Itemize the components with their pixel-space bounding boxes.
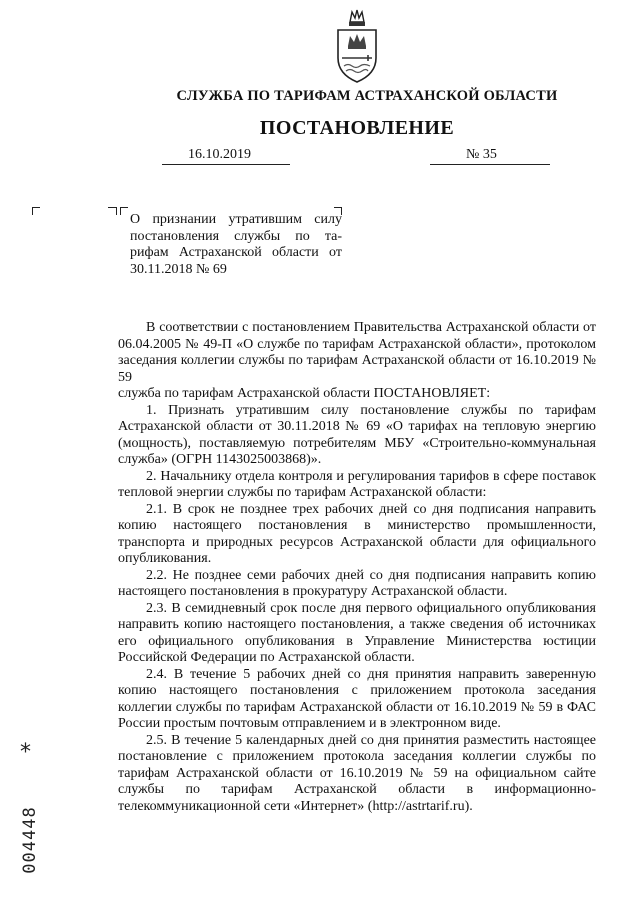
clause-2-2: 2.2. Не позднее семи рабочих дней со дня подписания направить копию настоящего постановления в прокуратуру Астраханской области. [118, 567, 596, 599]
clause-2-5: 2.5. В течение 5 календарных дней со дня принятия разместить настоящее постановление с приложением протокола заседания коллегии службы по тарифам Астраханской области от 16.10.2019 № 59 на официальном сайте службы по тарифам Астраханской области в информационно-телекоммуникационной сети «Интернет» (http://astrtarif.ru). [118, 732, 596, 814]
clause-2-3: 2.3. В семидневный срок после дня первого официального опубликования направить копию настоящего постановления, а также сведения об источниках его официального опубликования в Управление Министерства юстиции Российской Федерации по Астраханской области. [118, 600, 596, 665]
subject-line: рифам Астраханской области от [130, 245, 342, 260]
clause-2-1: 2.1. В срок не позднее трех рабочих дней со дня подписания направить копию настоящего постановления в министерство промышленности, транспорта и природных ресурсов Астраханской области для официального опубликования. [118, 501, 596, 566]
serial-stamp [14, 740, 44, 880]
corner-mark [108, 207, 117, 215]
document-number-field [430, 147, 550, 165]
preamble-paragraph: В соответствии с постановлением Правительства Астраханской области от 06.04.2005 № 49-П «О службе по тарифам Астраханской области», протоколом заседания коллегии службы по тарифам Астраханской области от 16.10.2019 № 59 [118, 320, 596, 385]
document-date-field [162, 147, 290, 165]
document-subject [130, 212, 342, 278]
stamp-star: * [20, 740, 31, 765]
subject-line: 30.11.2018 № 69 [130, 261, 227, 277]
clause-2: 2. Начальнику отдела контроля и регулирования тарифов в сфере поставок тепловой энергии службы по тарифам Астраханской области: [118, 468, 596, 500]
stamp-serial-number: 004448 [20, 806, 40, 874]
document-type: ПОСТАНОВЛЕНИЕ [259, 117, 455, 139]
clause-1: 1. Признать утратившим силу постановление службы по тарифам Астраханской области от 30.11.2018 № 69 «О тарифах на тепловую энергию (мощность), поставляемую потребителям МБУ «Строительно-коммунальная служба» (ОГРН 1143025003868)». [118, 402, 596, 467]
document-date: 16.10.2019 [188, 147, 251, 162]
document-body [118, 320, 596, 815]
document-number: № 35 [466, 147, 497, 162]
subject-line: постановления службы по та- [130, 228, 342, 244]
clause-2-4: 2.4. В течение 5 рабочих дней со дня принятия направить заверенную копию настоящего постановления с приложением протокола заседания коллегии службы по тарифам Астраханской области от 16.10.2019 № 59 в ФАС России простым почтовым отправлением и в электронном виде. [118, 666, 596, 731]
corner-mark [120, 207, 128, 215]
resolves-line: служба по тарифам Астраханской области ПОСТАНОВЛЯЕТ: [118, 386, 491, 401]
astrakhan-coat-of-arms-icon [332, 8, 382, 86]
corner-mark [32, 207, 40, 215]
agency-name: СЛУЖБА ПО ТАРИФАМ АСТРАХАНСКОЙ ОБЛАСТИ [176, 88, 558, 104]
subject-line: О признании утратившим силу [130, 212, 342, 227]
